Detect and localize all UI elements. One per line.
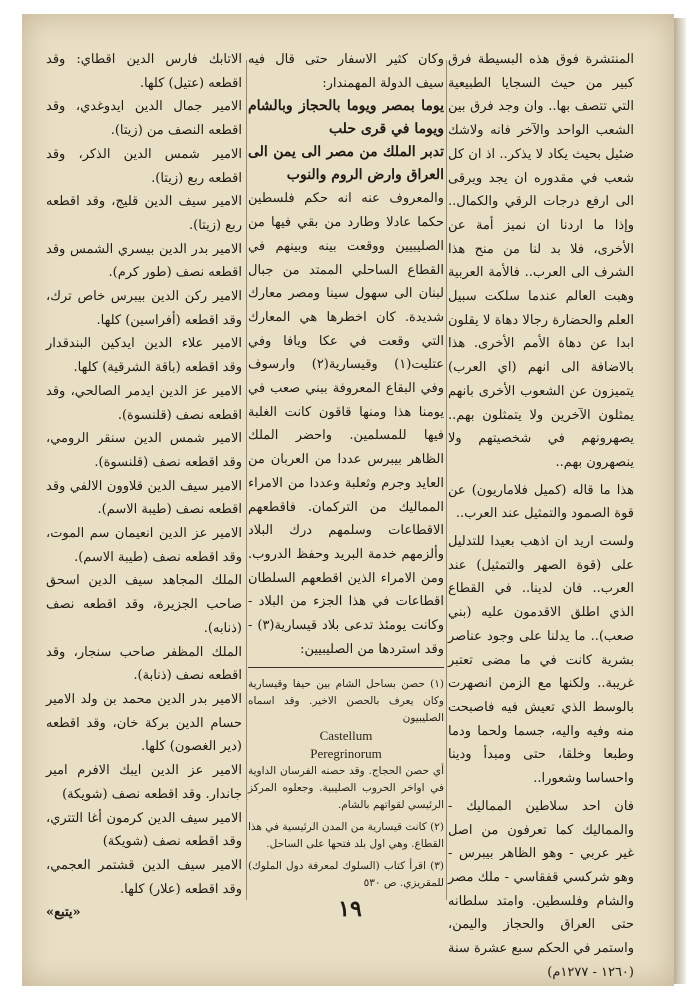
left-column [46,48,242,925]
list-item: الامير جمال الدين ايدوغدي، وقد اقطعه النصف من (زيتا). [46,99,242,139]
list-item: الامير سيف الدين كرمون أغا التتري، وقد اقطعه نصف (شويكة) [46,810,242,850]
middle-column [248,48,444,897]
list-item: الامير سيف الدين قليج، وقد اقطعه ربع (زيتا). [46,194,242,233]
paragraph: والمعروف عنه انه حكم فلسطين حكما عادلا وطارد من بقي فيها من الصليبيين ووقعت بينه وبينهم في القطاع الساحلي الممتد من جبال لبنان الى سهول سينا ومصر معارك شديدة. كان اخطرها هي المعارك التي وقعت في عكا ويافا وفي عتليت(١) وقيسارية(٢) وارسوف وفي البقاع المعروفة ببني صعب في يومنا هذا ومنها قاقون كانت الغلبة فيها للمسلمين. واحضر الملك الظاهر بيبرس عددا من العربان من العايد وجرم وثعلبة وعددا من الامراء المماليك من التركمان. فاقطعهم الاقطاعات وسلمهم درك البلاد وألزمهم خدمة البريد وحفظ الدروب. ومن الامراء الذين اقطعهم السلطان اقطاعات في هذا الجزء من البلاد - وكانت يومئذ تدعى بلاد قيسارية(٣) - وقد استردها من الصليبيين: [248,191,444,657]
footnote-1 [248,676,444,814]
paragraph: ولست اريد ان اذهب بعيدا للتدليل على (قوة الصهر والتمثيل) عند العرب.. فان لدينا.. في القطاع الذي اطلق الاقدمون عليه (بني صعب).. ما يدلنا على وجود عناصر بشرية كانت في ما مضى تعتبر غريبة.. ولكنها مع الزمن انصهرت بالوسط الذي تعيش فيه فاصبحت منه وفيه واليه، جسما ولحما ودما وطبعا وخلقا، حتى ومبدأ ودينا واحساسا وشعورا.. [448,534,634,787]
footnote-2: (٢) كانت قيسارية من المدن الرئيسية في هذا القطاع. وهي اول بلد فتحها على الساحل. [248,821,444,851]
continued-label: «يتبع» [46,905,81,921]
list-item: الامير سيف الدين قشتمر العجمي، وقد اقطعه (علار) كلها. [46,857,242,897]
latin-term: Peregrinorum [310,746,382,762]
list-item: الملك المجاهد سيف الدين اسحق صاحب الجزيرة، وقد اقطعه نصف (ذنابه). [46,573,242,636]
list-item: الامير شمس الدين سنقر الرومي، وقد اقطعه نصف (قلنسوة). [46,431,242,470]
list-item: الامير شمس الدين الذكر، وقد اقطعه ربع (زيتا). [46,146,242,186]
paragraph: المنتشرة فوق هذه البسيطة فرق كبير من حيث السجايا الطبيعية التي تتصف بها.. وان وجد فرق بين الشعب الواحد والآخر فانه ولاشك ضئيل بحيث يكاد لا يذكر.. اذ ان كل شعب في مقدوره ان يجد ويرقى الى ارفع درجات الرقي والكمال.. وإذا ما اردنا ان نميز أمة عن الأخرى، فلا بد لنا من منح هذا الشرف الى العرب.. فالأمة العربية وهبت العالم عندما سلكت سبيل العلم والحضارة رجالا دهاة لا يقلون ابدا عن دهاة الأمم الأخرى. هذا بالاضافة الى انهم (اي العرب) يتميزون عن الشعوب الأخرى بانهم يمثلون الآخرين ولا يتمثلون بهم.. يصهرونهم في شخصيتهم ولا ينصهرون بهم.. [448,52,634,470]
footnote-1-text: (١) حصن بساحل الشام بين حيفا وقيسارية وكان يعرف بالحصن الاخير. وقد اسماه الصليبيون [248,678,444,725]
footnote-1-text-2: أي حصن الحجاج. وقد حصنه الفرسان الداوية في اواخر الحروب الصليبية. وجعلوه المركز الرئيسي لقواتهم بالشام. [248,765,444,812]
column-divider [446,60,447,900]
list-item: الامير سيف الدين قلاوون الالفي وقد اقطعه نصف (طيبة الاسم). [46,478,242,518]
list-item: الاتابك فارس الدين اقطاي: وقد اقطعه (عتيل) كلها. [46,52,242,91]
list-item: الامير علاء الدين ايدكين البندقدار وقد اقطعه (باقة الشرقية) كلها. [46,336,242,376]
list-item: الامير عز الدين ايبك الافرم امير جاندار. وقد اقطعه نصف (شويكة) [46,763,242,802]
verse-line: يوما بمصر ويوما بالحجاز وبالشام ويوما في قرى حلب [248,98,444,138]
right-column [448,48,634,984]
list-item: الامير ركن الدين بيبرس خاص ترك، وقد اقطعه (أفراسين) كلها. [46,289,242,328]
list-item: الامير بدر الدين بيسري الشمس وقد اقطعه نصف (طور كرم). [46,241,242,281]
paragraph: فان احد سلاطين المماليك - والمماليك كما تعرفون من اصل غير عربي - وهو الظاهر بيبرس - وهو شركسي قفقاسي - ملك مصر والشام وفلسطين. وامتد سلطانه حتى العراق والحجاز واليمن، واستمر في الحكم سبع عشرة سنة (١٢٦٠ - ١٢٧٧م) [448,798,634,980]
list-item: الامير عز الدين انعيمان سم الموت، وقد اقطعه نصف (طيبة الاسم). [46,526,242,565]
list-item: الامير بدر الدين محمد بن ولد الامير حسام الدين بركة خان، وقد اقطعه (دير الغصون) كلها. [46,691,242,755]
footnote-3: (٣) اقرأ كتاب (السلوك لمعرفة دول الملوك) للمقريزي. ص ٥٣٠ [248,860,444,890]
page-number: ١٩ [338,896,362,922]
page-edge [674,18,686,984]
intro-text: وكان كثير الاسفار حتى قال فيه سيف الدولة المهمندار: [248,52,444,91]
paragraph: هذا ما قاله (كميل فلاماريون) عن قوة الصمود والتمثيل عند العرب.. [448,482,634,522]
footnotes [248,667,444,892]
verse-line: تدبر الملك من مصر الى يمن الى العراق وارض الروم والنوب [248,144,444,184]
column-divider [246,60,247,900]
latin-term: Castellum [319,728,373,744]
list-item: الامير عز الدين ايدمر الصالحي، وقد اقطعه نصف (قلنسوة). [46,383,242,423]
list-item: الملك المظفر صاحب سنجار، وقد اقطعه نصف (ذنابة). [46,644,242,684]
